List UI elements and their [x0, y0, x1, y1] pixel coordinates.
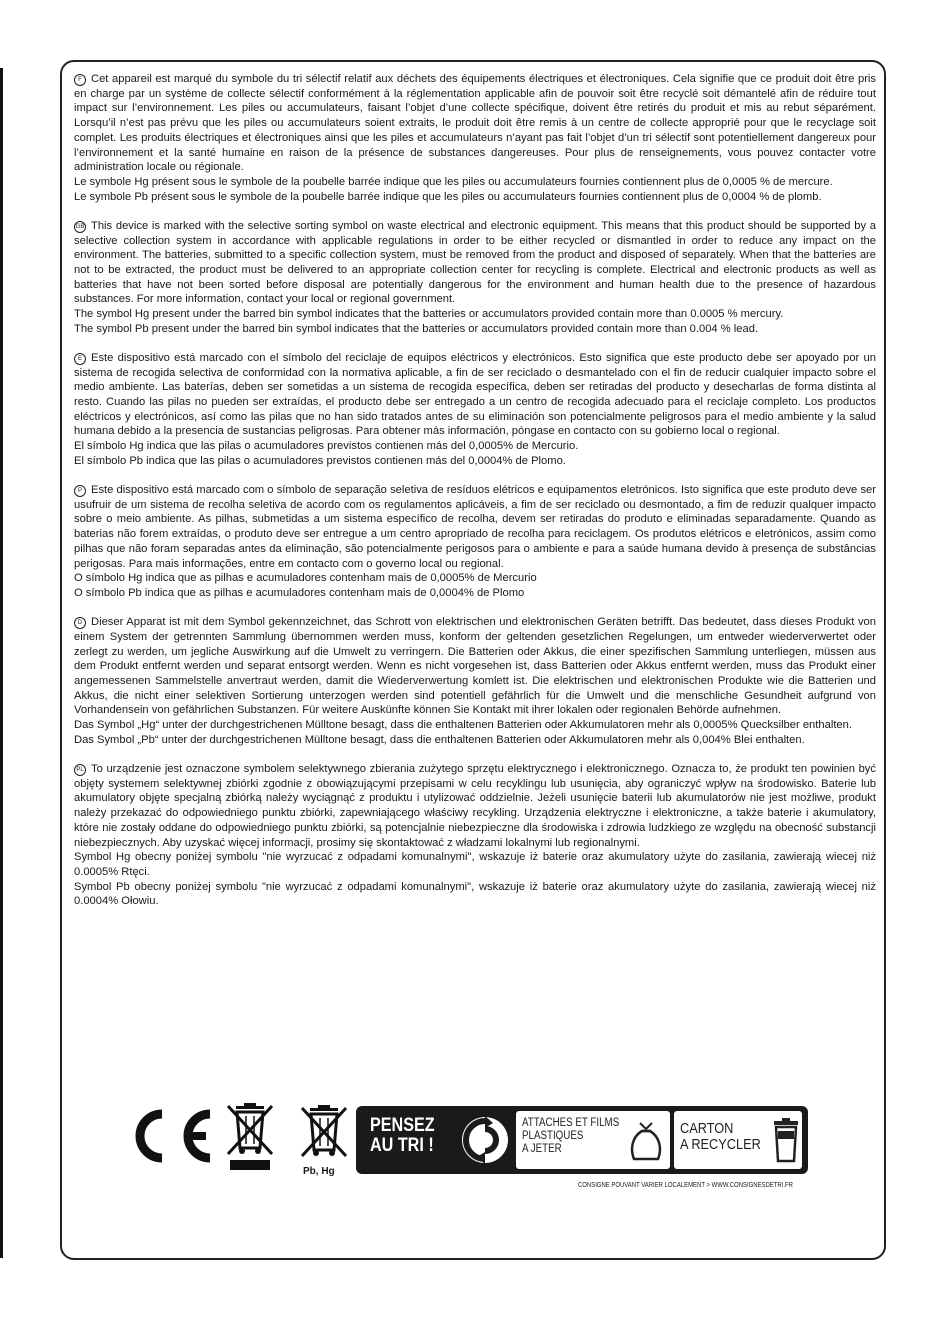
paragraph-text: Cet appareil est marqué du symbole du tri sélectif relatif aux déchets des équipements électriques et électroniques. Cela signifie que ce produit doit être pris en charge par un système de collecte sélectif conformément à la réglementation applicable afin de pouvoir soit être recyclé soit démantelé afin de réduire tout impact sur l’environnement. Les piles ou accumulateurs, faisant l’objet d’une collecte spécifique, doivent être retirés du produit et mis au rebut séparément. Lorsqu’il n’est pas prévu que les piles ou accumulateurs soient extraits, le produit doit être remis à un centre de collecte approprié pour que le recyclage soit complet. Les produits électriques et électroniques ainsi que les piles et accumulateurs n’ayant pas fait l’objet d’un tri sélectif sont potentiellement dangereux pour l’environnement et la santé humaine en raison de la présence de substances dangereuses. Pour plus de renseignements, vous pouvez contacter votre administration locale ou régionale.: [74, 73, 876, 174]
paragraph: [74, 219, 876, 307]
paragraph: [74, 72, 876, 175]
section-fr: [74, 72, 876, 204]
carton-line: CARTON: [680, 1120, 734, 1137]
ce-mark-icon: [124, 1108, 216, 1164]
language-code-badge: P: [74, 485, 86, 497]
plastic-films-line: A JETER: [522, 1143, 562, 1155]
trash-bag-icon: [628, 1119, 664, 1163]
paragraph: O símbolo Hg indica que as pilhas e acumuladores contenham mais de 0,0005% de Mercurio: [74, 572, 537, 585]
carton-text: [680, 1121, 761, 1153]
consigne-note: CONSIGNE POUVANT VARIER LOCALEMENT > WWW.CONSIGNESDETRI.FR: [578, 1182, 793, 1189]
triman-title-line: AU TRI !: [370, 1135, 434, 1156]
language-code-badge: F: [74, 74, 86, 86]
paragraph: [74, 483, 876, 571]
recycling-bin-icon: [772, 1117, 800, 1163]
document-body: [74, 72, 876, 924]
compliance-logos: [120, 1100, 840, 1200]
language-code-badge: PL: [74, 764, 86, 776]
carton-box: [674, 1111, 802, 1169]
section-pt: [74, 483, 876, 601]
plastic-films-line: ATTACHES ET FILMS: [522, 1117, 620, 1129]
language-code-badge: D: [74, 617, 86, 629]
paragraph-text: Dieser Apparat ist mit dem Symbol gekennzeichnet, das Schrott von elektrischen und elektronischen Geräten betrifft. Das bedeutet, dass dieses Produkt von einem System der getrennten Sammlung übernommen werden muss, konform der geltenden gesetzlichen Regelungen, um entweder wiederverwertet oder zerlegt zu werden, um jegliche Auswirkung auf die Umwelt zu verringern. Die Batterien oder Akkus, die einer spezifischen Sammlung unterliegen, müssen aus dem Produkt entfernt werden und separat entsorgt werden. Wenn es nicht vorgesehen ist, dass Batterien oder Akkus entfernt werden, muss das Produkt einer angemessenen Sammelstelle anvertraut werden, damit die Wiederverwertung komlett ist. Die elektrischen und elektronischen Produkte wie die Batterien und Akkus, die nicht einer selektiven Sortierung unterzogen werden sind potentiell gefährlich für die Umwelt und die menschliche Gesundheit aufgrund von Vorhandensein von gefährlichen Substanzen. Für weitere Auskünfte können Sie Kontakt mit ihrer lokalen oder regionalen Behörde aufnehmen.: [74, 616, 876, 717]
paragraph-text: This device is marked with the selective sorting symbol on waste electrical and electronic equipment. This means that this product should be supported by a selective collection system in accordance with applicable regulations in order to be either recycled or dismantled in order to reduce any impact on the environment. The batteries, submitted to a specific collection system, must be removed from the product and disposed of separately. When that the batteries are not to be extracted, the product must be delivered to an appropriate collection center for recycling is complete. Electrical and electronic products as well as batteries that have not been sorted before disposal are potentially dangerous for the environment and human health due to the presence of hazardous substances. For more information, contact your local or regional government.: [74, 219, 876, 306]
crossed-battery-bin-icon: [298, 1104, 350, 1164]
plastic-films-line: PLASTIQUES: [522, 1130, 584, 1142]
bin-label: Pb, Hg: [303, 1166, 335, 1177]
language-code-badge: GB: [74, 221, 86, 233]
paragraph: El símbolo Hg indica que las pilas o acumuladores previstos contienen más del 0,0005% de Mercurio.: [74, 440, 579, 453]
paragraph-text: To urządzenie jest oznaczone symbolem selektywnego zbierania zużytego sprzętu elektrycznego i elektronicznego. Oznacza to, że produkt ten powinien być objęty systemem selektywnej zbiórki zgodnie z obowiązującymi przepisami w celu recyklingu lub usunięcia, aby ograniczyć wpływ na środowisko. Baterie lub akumulatory objęte specjalną zbiórką należy wyciągnąć z produktu i utylizować oddzielnie. Jeżeli usunięcie baterii lub akumulatorów nie jest możliwe, produkt należy przekazać do odpowiedniego punktu zbiórki, zapewniającego właściwy recykling. Urządzenia elektryczne i elektroniczne, a także baterie i akumulatory, które nie zostały oddane do odpowiedniego punktu zbiórki, są potencjalnie niebezpieczne dla środowiska i zdrowia ludzkiego ze względu na obecność substancji niebezpiecznych. Aby uzyskać więcej informacji, prosimy się skontaktować z władzami lokalnymi lub regionalnymi.: [74, 763, 876, 849]
plastic-films-box: [516, 1111, 670, 1169]
paragraph-text: Este dispositivo está marcado com o símbolo de separação seletiva de resíduos elétricos e equipamentos eletrónicos. Isto significa que este produto deve ser usufruir de um sistema de recolha seletiva de acordo com os regulamentos aplicáveis, a fim de ser reciclado ou desmontado, a fim de reduzir qualquer impacto sobre o meio ambiente. As pilhas, submetidas a um sistema específico de recolha, devem ser retiradas do produto e eliminadas separadamente. Quando as baterias não forem extraídas, o produto deve ser entregue a um centro apropriado de recolha para reciclagem. Os produtos elétricos e eletrónicos, assim como pilhas que não foram separadas antes da eliminação, são potencialmente perigosos para o ambiente e para a saúde humana devido à presença de substâncias perigosas. Para mais informações, entre em contacto com o governo local ou regional.: [74, 484, 876, 570]
section-pl: [74, 762, 876, 909]
triman-title: [370, 1116, 435, 1156]
section-gb: [74, 219, 876, 337]
paragraph: The symbol Hg present under the barred bin symbol indicates that the batteries or accumulators provided contain more than 0.0005 % mercury.: [74, 308, 784, 321]
paragraph: [74, 762, 876, 850]
paragraph: Le symbole Pb présent sous le symbole de la poubelle barrée indique que les piles ou accumulateurs fournies contiennent plus de 0,0004 % de plomb.: [74, 190, 822, 203]
crossed-bin-icon: [224, 1102, 276, 1174]
paragraph: El símbolo Pb indica que las pilas o acumuladores previstos contienen más del 0,0004% de Plomo.: [74, 454, 566, 467]
paragraph: [74, 615, 876, 718]
paragraph: Symbol Pb obecny poniżej symbolu "nie wyrzucać z odpadami komunalnymi", wskazuje iż baterie oraz akumulatory użyte do zasilania, zawierają wiecej niż 0.0004% Ołowiu.: [74, 880, 876, 908]
paragraph: The symbol Pb present under the barred bin symbol indicates that the batteries or accumulators provided contain more than 0.004 % lead.: [74, 322, 759, 335]
carton-line: A RECYCLER: [680, 1136, 761, 1153]
triman-title-line: PENSEZ: [370, 1115, 435, 1136]
triman-banner: [356, 1106, 808, 1174]
paragraph-text: Este dispositivo está marcado con el símbolo del reciclaje de equipos eléctricos y electrónicos. Esto significa que este producto debe ser apoyado por un sistema de recogida selectiva de conformidad con la normativa aplicable, a fin de ser reciclado o desmantelado con el fin de reducir cualquier impacto sobre el medio ambiente. Las baterías, deben ser sometidas a un sistema de recogida específica, deben ser retiradas del producto y desecharlas de forma distinta al resto. Cuando las pilas no pueden ser extraídas, el producto debe ser entregado a un centro de recogida adecuado para el reciclaje completo. Los productos eléctricos y electrónicos, así como las pilas que no han sido tratados antes de su eliminación son potencialmente peligrosos para el medio ambiente y la salud humana debido a la presencia de sustancias peligrosas. Para obtener más información, póngase en contacto con su gobierno local o regional.: [74, 351, 876, 438]
language-code-badge: E: [74, 353, 86, 365]
paragraph: Das Symbol „Pb“ unter der durchgestrichenen Mülltone besagt, dass die enthaltenen Batterien oder Akkumulatoren mehr als 0,004% Blei enthalten.: [74, 733, 805, 746]
section-es: [74, 351, 876, 469]
page-edge: [0, 68, 3, 1258]
paragraph: Symbol Hg obecny poniżej symbolu "nie wyrzucać z odpadami komunalnymi", wskazuje iż baterie oraz akumulatory użyte do zasilania, zawierają wiecej niż 0.0005% Rtęci.: [74, 851, 876, 878]
paragraph: Le symbole Hg présent sous le symbole de la poubelle barrée indique que les piles ou accumulateurs fournies contiennent plus de 0,0005 % de mercure.: [74, 175, 833, 188]
paragraph: [74, 351, 876, 439]
plastic-films-text: [522, 1117, 619, 1156]
paragraph: Das Symbol „Hg“ unter der durchgestrichenen Mülltone besagt, dass die enthaltenen Batterien oder Akkumulatoren mehr als 0,0005% Quecksilber enthalten.: [74, 719, 852, 732]
section-de: [74, 615, 876, 747]
green-dot-recycle-icon: [460, 1115, 510, 1165]
paragraph: O símbolo Pb indica que as pilhas e acumuladores contenham mais de 0,0004% de Plomo: [74, 587, 525, 599]
